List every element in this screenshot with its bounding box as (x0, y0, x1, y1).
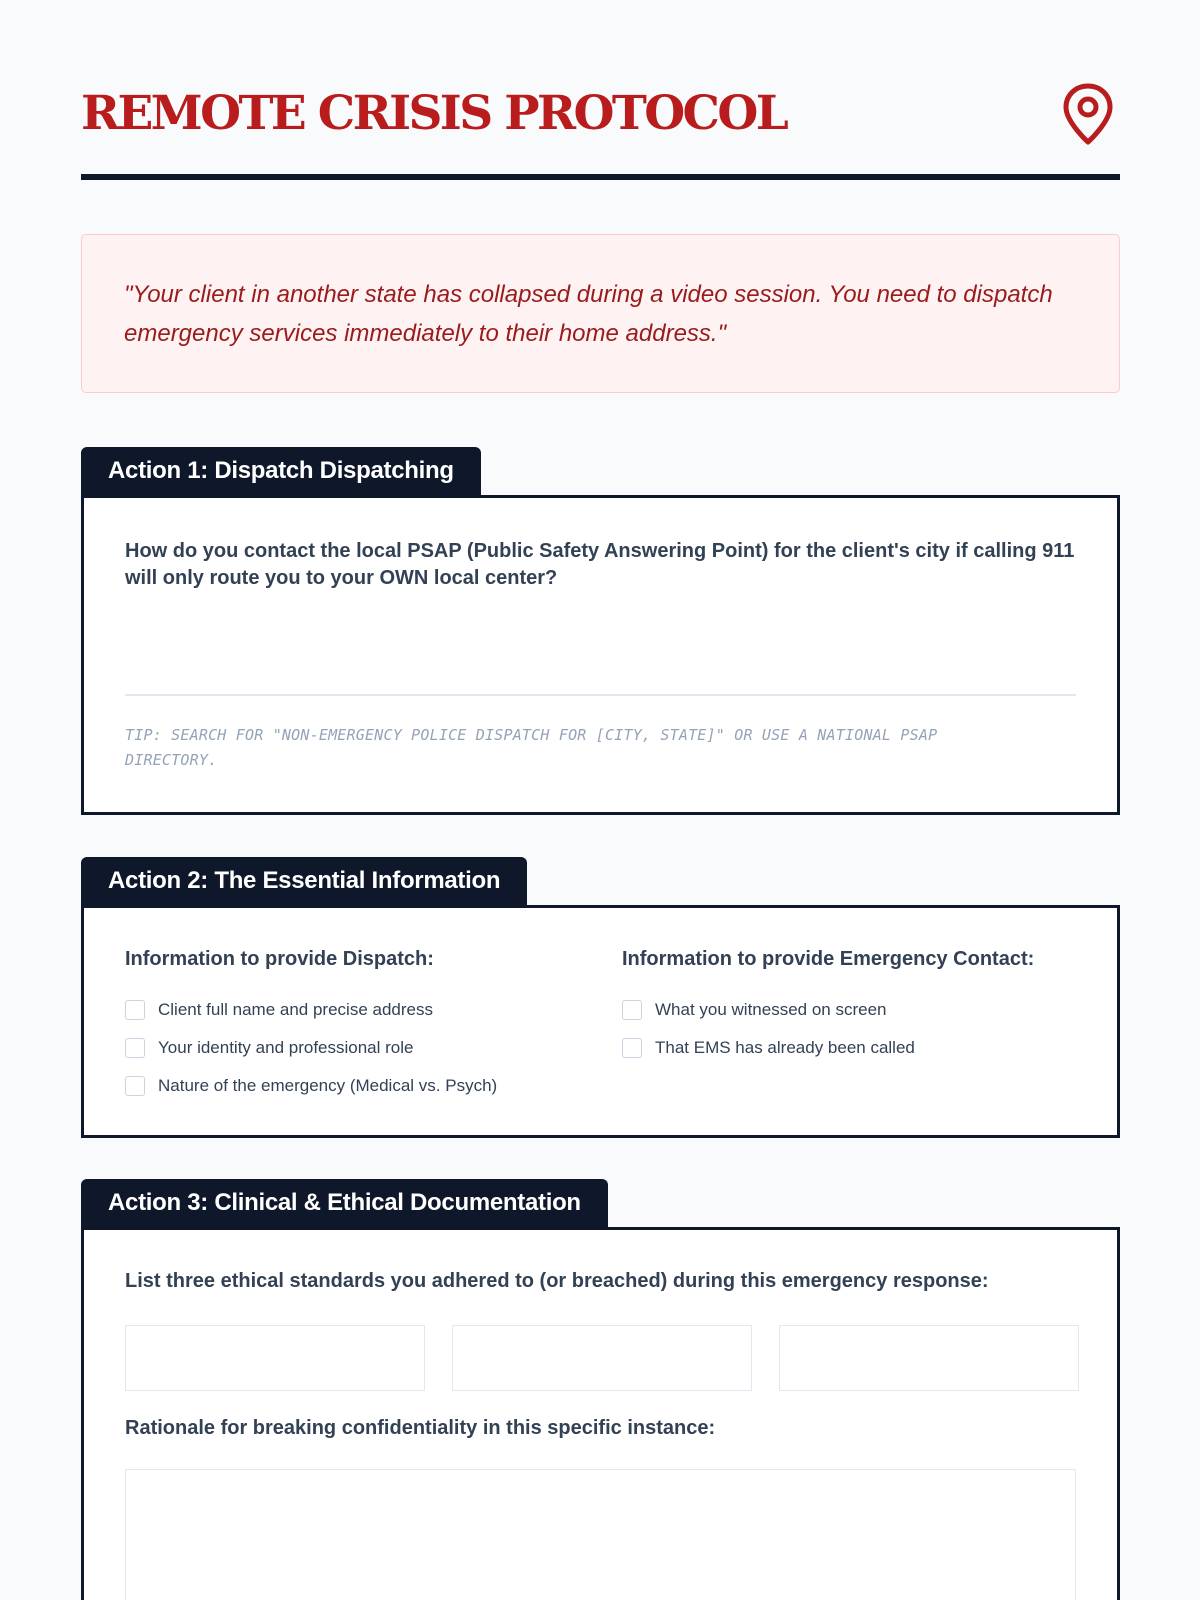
page-header (81, 78, 1120, 150)
rationale-label: Rationale for breaking confidentiality in this specific instance: (125, 1417, 716, 1439)
checkbox[interactable] (125, 1038, 145, 1058)
ethical-standards-question: List three ethical standards you adhered to (or breached) during this emergency response: (125, 1270, 989, 1292)
action-3-box (81, 1227, 1120, 1600)
map-pin-icon (1062, 82, 1114, 146)
scenario-callout (81, 234, 1120, 393)
ethical-standard-field-3[interactable] (779, 1325, 1079, 1391)
checklist-item[interactable] (125, 1029, 497, 1067)
checkbox[interactable] (125, 1076, 145, 1096)
checklist-item[interactable] (622, 991, 1034, 1029)
rationale-field[interactable] (125, 1469, 1076, 1600)
action-1-box (81, 495, 1120, 815)
action-1-answer-area[interactable] (125, 598, 1076, 694)
action-2-box (81, 905, 1120, 1138)
checklist-item[interactable] (125, 991, 497, 1029)
header-divider (81, 174, 1120, 180)
page-title: REMOTE CRISIS PROTOCOL (81, 86, 787, 141)
dispatch-info-column (125, 948, 497, 1105)
checkbox[interactable] (125, 1000, 145, 1020)
checklist-item-label: That EMS has already been called (655, 1038, 915, 1057)
checklist-item-label: Nature of the emergency (Medical vs. Psych) (158, 1076, 498, 1095)
action-1-tab: Action 1: Dispatch Dispatching (81, 447, 481, 496)
ethical-standard-field-1[interactable] (125, 1325, 425, 1391)
checkbox[interactable] (622, 1000, 642, 1020)
checklist-item-label: Your identity and professional role (158, 1038, 414, 1057)
dispatch-info-title: Information to provide Dispatch: (125, 948, 434, 970)
emergency-contact-column (622, 948, 1034, 1067)
checkbox[interactable] (622, 1038, 642, 1058)
ethical-standard-field-2[interactable] (452, 1325, 752, 1391)
checklist-item[interactable] (125, 1067, 497, 1105)
action-3-tab: Action 3: Clinical & Ethical Documentation (81, 1179, 608, 1228)
action-1-tip: TIP: SEARCH FOR "NON-EMERGENCY POLICE DISPATCH FOR [CITY, STATE]" OR USE A NATIONAL PSAP DIRECTORY. (125, 726, 938, 769)
action-2-tab: Action 2: The Essential Information (81, 857, 527, 906)
emergency-contact-title: Information to provide Emergency Contact: (622, 948, 1035, 970)
scenario-text: "Your client in another state has collapsed during a video session. You need to dispatch emergency services immediately to their home address." (124, 281, 1053, 347)
checklist-item-label: Client full name and precise address (158, 1000, 433, 1019)
checklist-item-label: What you witnessed on screen (655, 1000, 887, 1019)
checklist-item[interactable] (622, 1029, 1034, 1067)
action-1-question: How do you contact the local PSAP (Public Safety Answering Point) for the client's city if calling 911 will only route you to your OWN local center? (125, 540, 1075, 589)
answer-line (125, 694, 1076, 696)
